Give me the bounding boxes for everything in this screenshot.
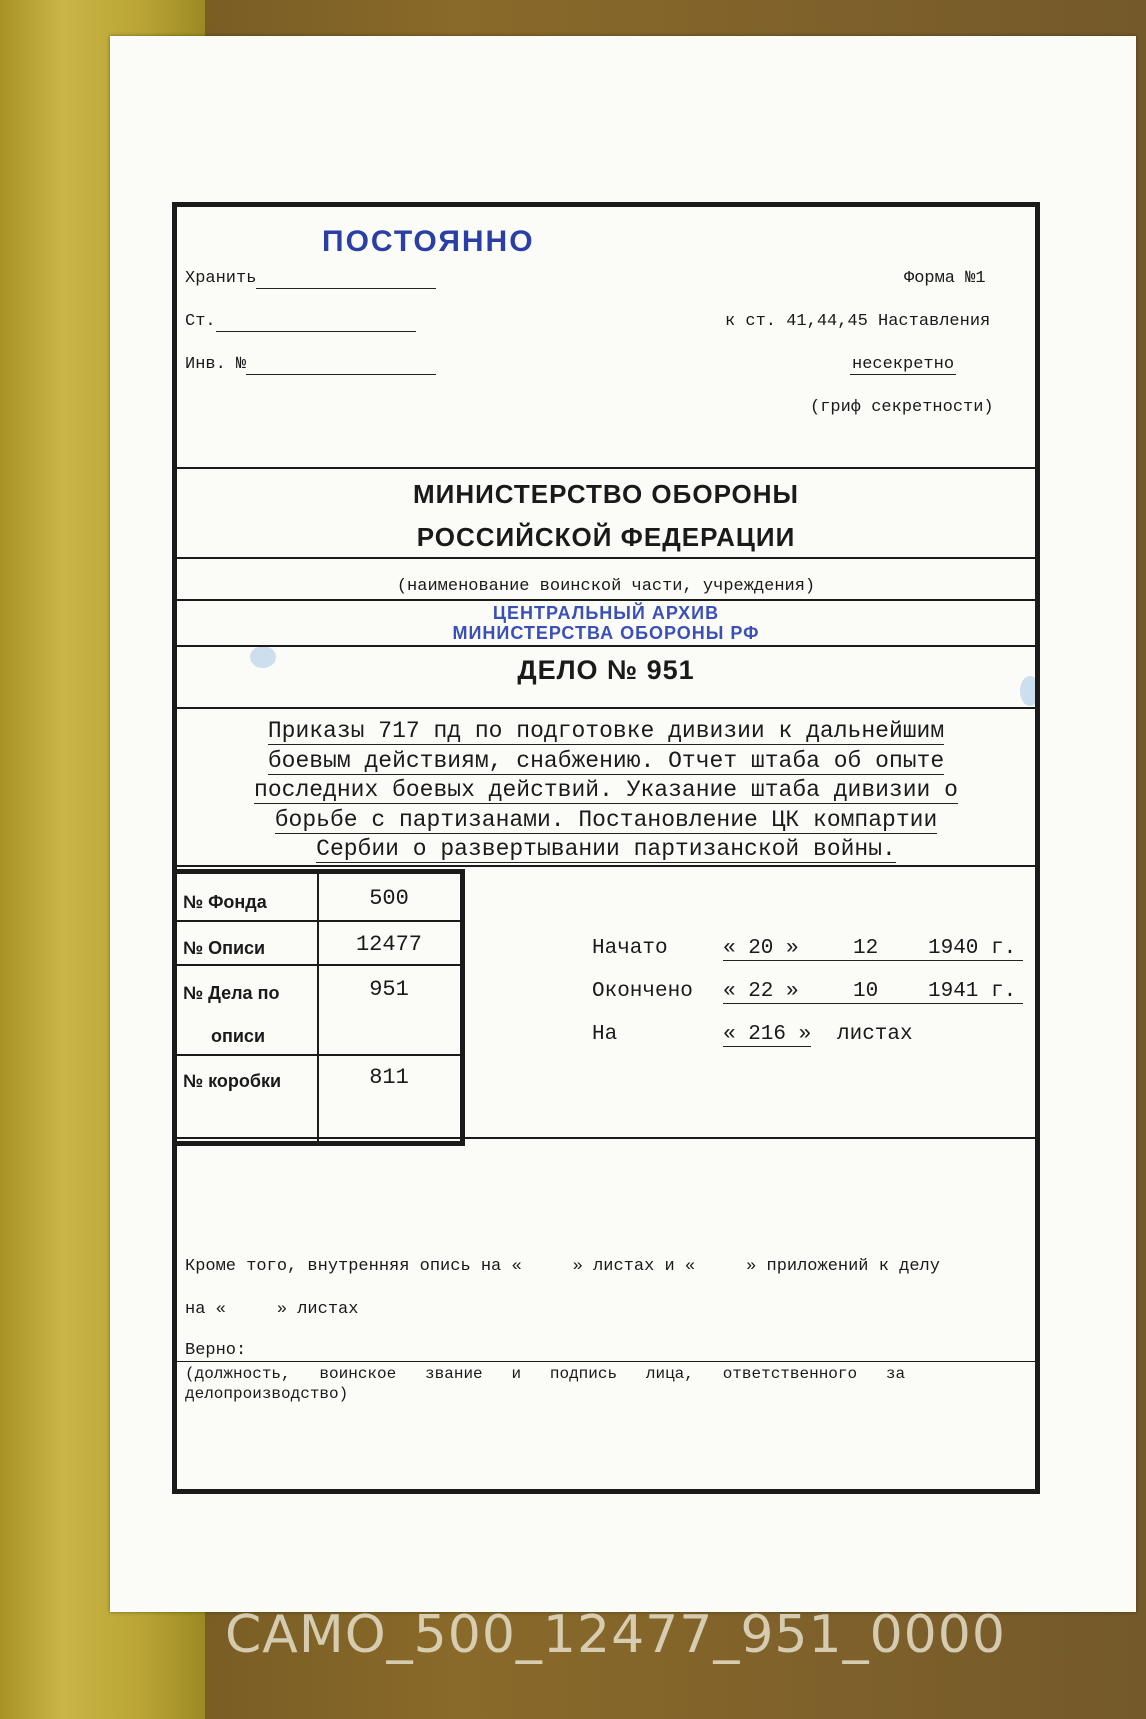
keep-field xyxy=(185,269,436,289)
box-value: 811 xyxy=(369,1065,409,1090)
subject-line: боевым действиям, снабжению. Отчет штаба об опыте xyxy=(267,747,945,774)
inventory-label: Инв. № xyxy=(185,355,247,374)
keep-label: Хранить xyxy=(185,269,257,288)
signature-caption: (должность, воинское звание и подпись лица, ответственного за xyxy=(185,1365,906,1383)
end-date xyxy=(723,980,1023,1004)
sheets-label: На xyxy=(592,1023,618,1046)
archive-stamp-line2: МИНИСТЕРСТВА ОБОРОНЫ РФ xyxy=(452,623,760,643)
divider xyxy=(177,557,1035,559)
article-blank xyxy=(216,312,416,332)
verified-label: Верно: xyxy=(185,1341,247,1360)
ministry-line1: МИНИСТЕРСТВО ОБОРОНЫ xyxy=(412,479,800,509)
opis-label: № Описи xyxy=(183,938,266,958)
start-label: Начато xyxy=(592,937,668,960)
subject-line: борьбе с партизанами. Постановление ЦК компартии xyxy=(274,806,938,833)
table-row-divider xyxy=(177,1054,460,1056)
article-label: Ст. xyxy=(185,312,216,331)
subject-line: последних боевых действий. Указание штаба дивизии о xyxy=(254,777,958,803)
subject-line: Сербии о развертывании партизанской войны. xyxy=(316,836,896,862)
subject-line: Приказы 717 пд по подготовке дивизии к дальнейшим xyxy=(267,718,945,744)
box-label: № коробки xyxy=(183,1071,282,1091)
divider xyxy=(177,599,1035,601)
end-label: Окончено xyxy=(592,980,693,1003)
start-day: « 20 » xyxy=(723,937,799,960)
divider xyxy=(177,645,1035,647)
secrecy-value: несекретно xyxy=(852,355,955,374)
archive-watermark: CAMO_500_12477_951_0000 xyxy=(225,1605,1006,1665)
end-year: 1941 г. xyxy=(928,980,1017,1003)
signature-line xyxy=(177,1361,1035,1362)
internal-inventory-note: Кроме того, внутренняя опись на « » листах и « » приложений к делу xyxy=(185,1257,940,1276)
end-day: « 22 » xyxy=(723,980,799,1003)
start-month: 12 xyxy=(853,937,879,960)
end-month: 10 xyxy=(853,980,879,1003)
archive-reference-table xyxy=(177,869,465,1146)
signature-caption-2: делопроизводство) xyxy=(185,1385,349,1403)
table-row-divider xyxy=(177,964,460,966)
case-subject xyxy=(177,717,1035,865)
case-cover-form xyxy=(172,202,1040,1494)
divider xyxy=(177,1137,1035,1139)
divider xyxy=(177,707,1035,709)
start-year: 1940 г. xyxy=(928,937,1017,960)
opis-value: 12477 xyxy=(355,932,422,957)
article-field xyxy=(185,312,416,332)
table-column-divider xyxy=(317,874,319,1141)
permanent-stamp: ПОСТОЯННО xyxy=(322,225,535,258)
unit-caption: (наименование воинской части, учреждения) xyxy=(396,577,816,596)
delo-value: 951 xyxy=(369,977,409,1002)
case-title: ДЕЛО № 951 xyxy=(517,655,695,685)
fond-value: 500 xyxy=(369,886,409,911)
start-date xyxy=(723,937,1023,961)
sheets-value: « 216 » xyxy=(723,1023,812,1046)
secrecy-caption: (гриф секретности) xyxy=(810,398,994,417)
form-number: Форма №1 xyxy=(904,269,986,288)
inventory-field xyxy=(185,355,436,375)
keep-blank xyxy=(256,269,436,289)
fond-label: № Фонда xyxy=(183,892,267,912)
archive-stamp-line1: ЦЕНТРАЛЬНЫЙ АРХИВ xyxy=(492,603,720,623)
archive-stamp xyxy=(177,603,1035,643)
regulation-reference: к ст. 41,44,45 Наставления xyxy=(725,312,991,331)
delo-label-2: описи xyxy=(211,1026,266,1046)
ministry-line2: РОССИЙСКОЙ ФЕДЕРАЦИИ xyxy=(416,522,796,552)
sheets-word: листах xyxy=(837,1023,913,1046)
divider xyxy=(177,467,1035,469)
delo-label: № Дела по xyxy=(183,983,280,1003)
table-row-divider xyxy=(177,920,460,922)
internal-inventory-note-2: на « » листах xyxy=(185,1300,359,1319)
divider xyxy=(177,865,1035,867)
inventory-blank xyxy=(246,355,436,375)
